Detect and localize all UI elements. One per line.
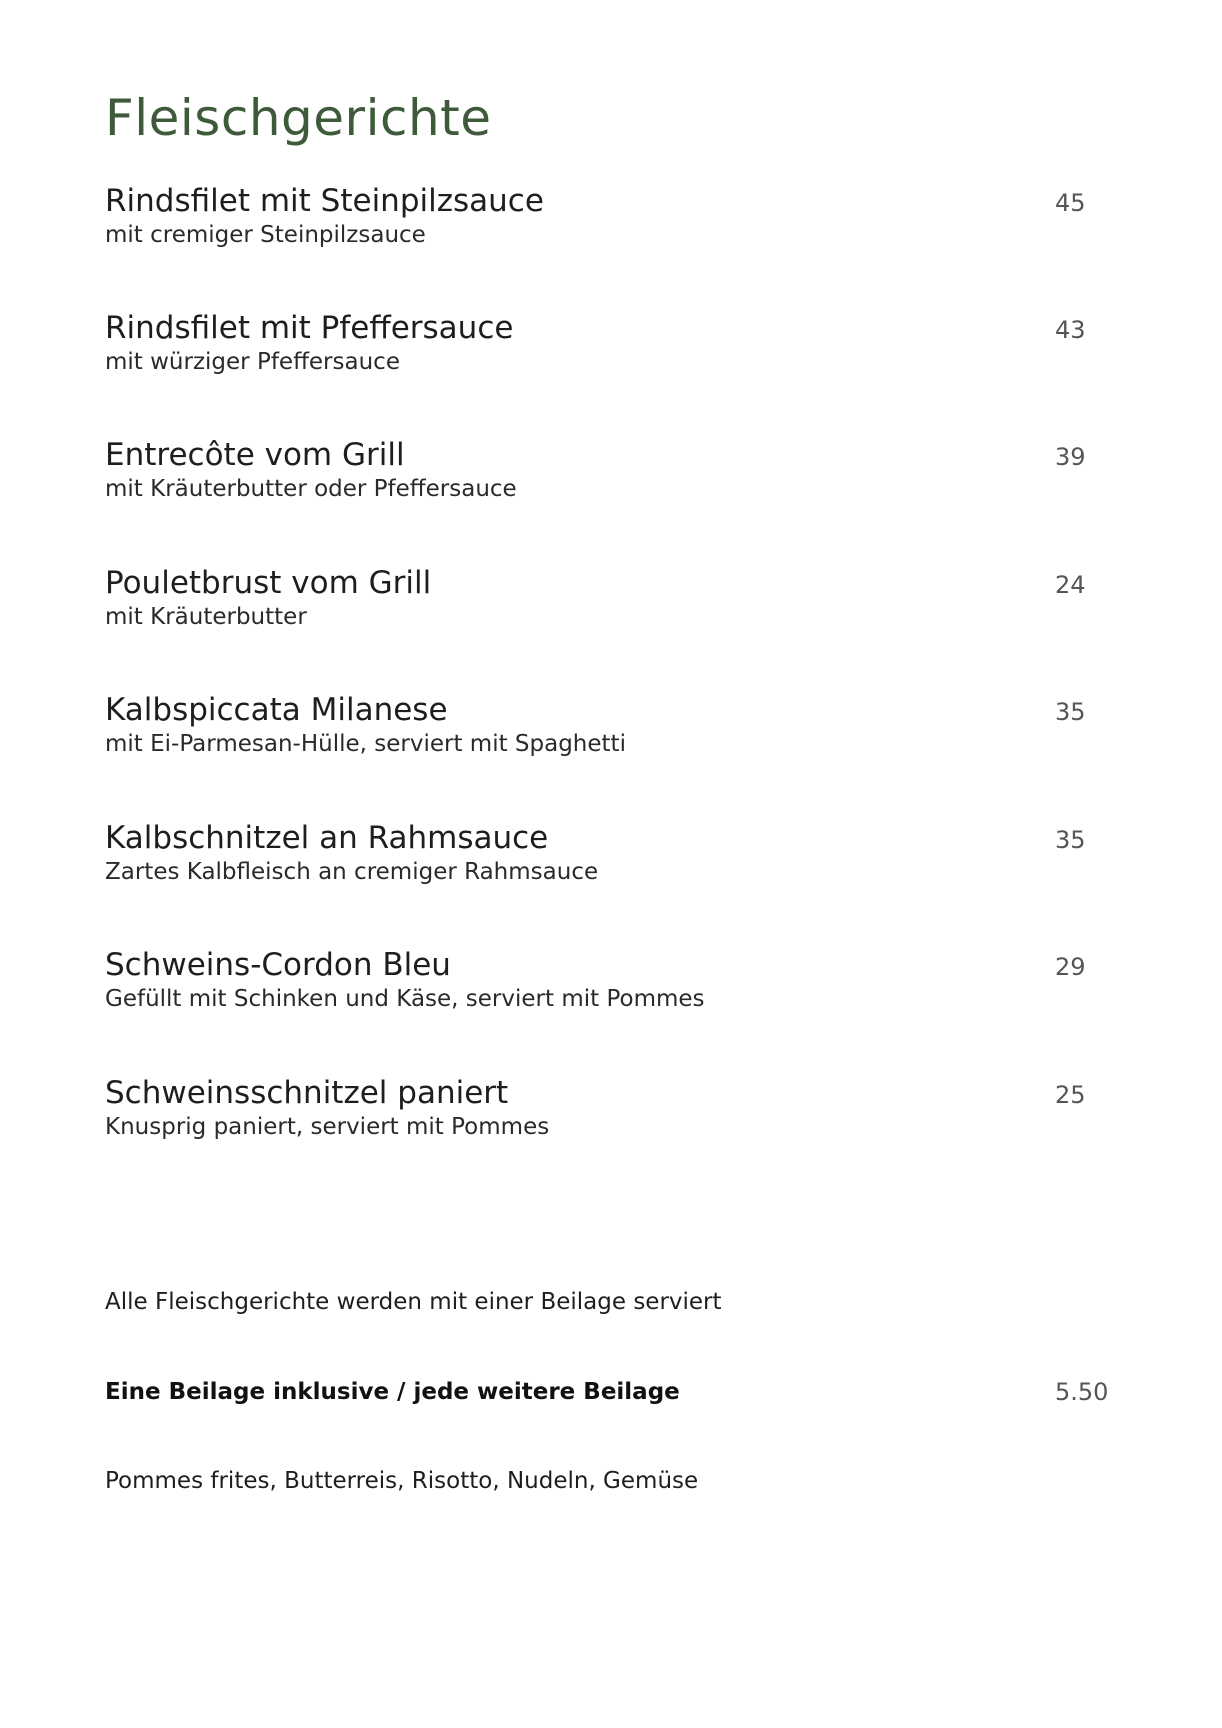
- menu-item: [105, 691, 1117, 771]
- dish-description: mit Kräuterbutter: [105, 604, 307, 630]
- dish-description: mit Ei-Parmesan-Hülle, serviert mit Spaghetti: [105, 731, 626, 757]
- dish-name: Entrecôte vom Grill: [105, 437, 405, 473]
- dish-name: Kalbschnitzel an Rahmsauce: [105, 820, 549, 856]
- dish-description: mit würziger Pfeffersauce: [105, 349, 400, 375]
- dish-name: Schweins-Cordon Bleu: [105, 947, 451, 983]
- menu-item: [105, 436, 1117, 516]
- menu-item: [105, 819, 1117, 899]
- dish-price: 39: [1055, 443, 1086, 471]
- dish-price: 43: [1055, 316, 1086, 344]
- menu-item: [105, 309, 1117, 389]
- side-dish-list: Pommes frites, Butterreis, Risotto, Nudeln, Gemüse: [105, 1468, 699, 1494]
- extra-side-label: Eine Beilage inklusive / jede weitere Beilage: [105, 1379, 680, 1405]
- dish-price: 35: [1055, 826, 1086, 854]
- menu-item: [105, 564, 1117, 644]
- dish-description: Knusprig paniert, serviert mit Pommes: [105, 1114, 550, 1140]
- dish-name: Rindsfilet mit Steinpilzsauce: [105, 183, 544, 219]
- page-title: Fleischgerichte: [105, 89, 492, 147]
- dish-description: mit Kräuterbutter oder Pfeffersauce: [105, 476, 517, 502]
- side-dish-note: Alle Fleischgerichte werden mit einer Beilage serviert: [105, 1289, 722, 1315]
- dish-description: mit cremiger Steinpilzsauce: [105, 222, 426, 248]
- dish-price: 45: [1055, 189, 1086, 217]
- dish-name: Schweinsschnitzel paniert: [105, 1075, 509, 1111]
- menu-item: [105, 182, 1117, 262]
- dish-price: 24: [1055, 571, 1086, 599]
- dish-name: Pouletbrust vom Grill: [105, 565, 432, 601]
- dish-description: Gefüllt mit Schinken und Käse, serviert mit Pommes: [105, 986, 705, 1012]
- menu-item: [105, 1074, 1117, 1154]
- extra-side-price: 5.50: [1055, 1378, 1109, 1406]
- dish-price: 35: [1055, 698, 1086, 726]
- dish-price: 25: [1055, 1081, 1086, 1109]
- dish-description: Zartes Kalbfleisch an cremiger Rahmsauce: [105, 859, 599, 885]
- dish-name: Rindsfilet mit Pfeffersauce: [105, 310, 514, 346]
- dish-price: 29: [1055, 953, 1086, 981]
- extra-side-row: [105, 1376, 1117, 1410]
- menu-item: [105, 946, 1117, 1026]
- dish-name: Kalbspiccata Milanese: [105, 692, 448, 728]
